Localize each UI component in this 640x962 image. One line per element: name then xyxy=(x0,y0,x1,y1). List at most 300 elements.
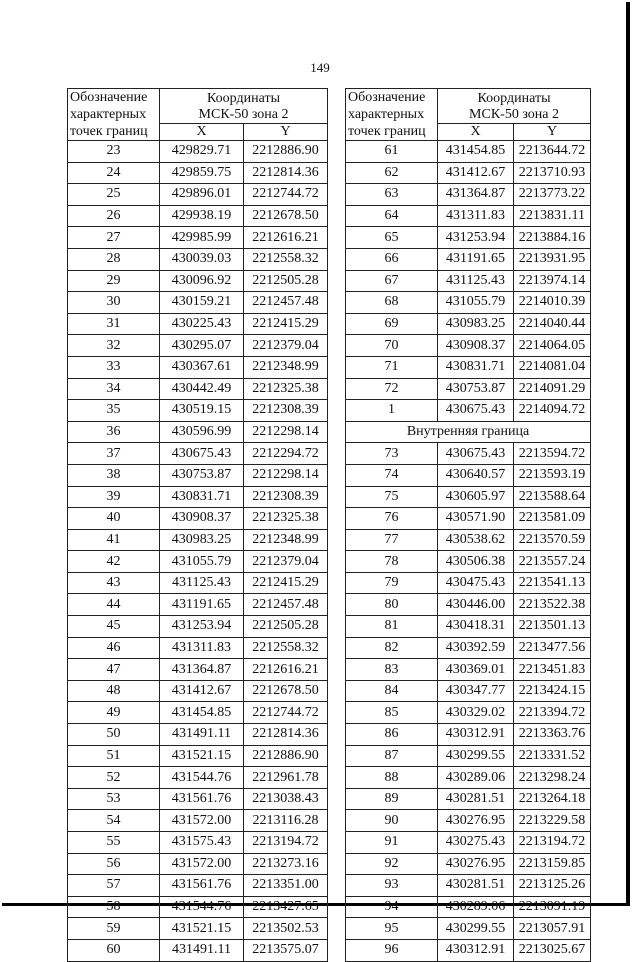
point-number: 69 xyxy=(346,313,438,335)
y-coordinate: 2213884.16 xyxy=(514,227,591,249)
x-coordinate: 430299.55 xyxy=(438,918,514,940)
y-coordinate: 2213298.24 xyxy=(514,767,591,789)
x-coordinate: 430281.51 xyxy=(438,788,514,810)
y-coordinate: 2212415.29 xyxy=(244,313,328,335)
x-coordinate: 430312.91 xyxy=(438,939,514,961)
point-number: 91 xyxy=(346,832,438,854)
x-coordinate: 431055.79 xyxy=(438,292,514,314)
point-number: 67 xyxy=(346,270,438,292)
y-coordinate: 2213502.53 xyxy=(244,918,328,940)
table-row xyxy=(346,378,591,400)
point-number: 53 xyxy=(68,788,160,810)
x-coordinate: 431491.11 xyxy=(160,724,244,746)
x-coordinate: 431521.15 xyxy=(160,745,244,767)
point-number: 52 xyxy=(68,767,160,789)
point-number: 68 xyxy=(346,292,438,314)
x-coordinate: 430276.95 xyxy=(438,810,514,832)
y-coordinate: 2214081.04 xyxy=(514,356,591,378)
x-coordinate: 430753.87 xyxy=(160,464,244,486)
x-coordinate: 430475.43 xyxy=(438,572,514,594)
table-row xyxy=(68,227,328,249)
point-number: 76 xyxy=(346,508,438,530)
y-coordinate: 2213501.13 xyxy=(514,616,591,638)
point-number: 86 xyxy=(346,724,438,746)
x-coordinate: 430753.87 xyxy=(438,378,514,400)
point-number: 90 xyxy=(346,810,438,832)
x-coordinate: 430096.92 xyxy=(160,270,244,292)
y-coordinate: 2213194.72 xyxy=(244,832,328,854)
y-coordinate: 2212961.78 xyxy=(244,767,328,789)
x-coordinate: 430329.02 xyxy=(438,702,514,724)
point-number: 89 xyxy=(346,788,438,810)
table-row xyxy=(346,313,591,335)
point-number: 42 xyxy=(68,551,160,573)
y-coordinate: 2212294.72 xyxy=(244,443,328,465)
table-row xyxy=(68,248,328,270)
x-coordinate: 431125.43 xyxy=(160,572,244,594)
x-coordinate: 431364.87 xyxy=(160,659,244,681)
x-coordinate: 429985.99 xyxy=(160,227,244,249)
y-coordinate: 2213974.14 xyxy=(514,270,591,292)
table-row xyxy=(346,248,591,270)
y-coordinate: 2214091.29 xyxy=(514,378,591,400)
table-row xyxy=(68,724,328,746)
designation-header: Обозначение характерных точек границ xyxy=(346,89,438,141)
x-coordinate: 430831.71 xyxy=(438,356,514,378)
x-coordinate: 431412.67 xyxy=(160,680,244,702)
point-number: 40 xyxy=(68,508,160,530)
y-coordinate: 2212298.14 xyxy=(244,421,328,443)
y-coordinate: 2213593.19 xyxy=(514,464,591,486)
y-coordinate: 2212616.21 xyxy=(244,659,328,681)
y-coordinate: 2213264.18 xyxy=(514,788,591,810)
table-row xyxy=(68,659,328,681)
y-coordinate: 2213057.91 xyxy=(514,918,591,940)
x-coordinate: 431253.94 xyxy=(160,616,244,638)
x-coordinate: 430418.31 xyxy=(438,616,514,638)
y-coordinate: 2213581.09 xyxy=(514,508,591,530)
x-coordinate: 431544.76 xyxy=(160,896,244,918)
table-row xyxy=(346,292,591,314)
y-coordinate: 2212325.38 xyxy=(244,378,328,400)
point-number: 64 xyxy=(346,205,438,227)
point-number: 75 xyxy=(346,486,438,508)
y-coordinate: 2213331.52 xyxy=(514,745,591,767)
point-number: 88 xyxy=(346,767,438,789)
x-coordinate: 430299.55 xyxy=(438,745,514,767)
table-row xyxy=(346,529,591,551)
coordinates-title-line2: МСК-50 зона 2 xyxy=(469,107,559,122)
table-row xyxy=(68,594,328,616)
table-row xyxy=(68,162,328,184)
y-coordinate: 2214064.05 xyxy=(514,335,591,357)
point-number: 48 xyxy=(68,680,160,702)
point-number: 66 xyxy=(346,248,438,270)
y-coordinate: 2212457.48 xyxy=(244,594,328,616)
table-row xyxy=(346,184,591,206)
y-coordinate: 2213363.76 xyxy=(514,724,591,746)
x-coordinate: 430596.99 xyxy=(160,421,244,443)
point-number: 39 xyxy=(68,486,160,508)
x-coordinate: 429896.01 xyxy=(160,184,244,206)
point-number: 56 xyxy=(68,853,160,875)
x-coordinate: 430605.97 xyxy=(438,486,514,508)
table-row xyxy=(346,896,591,918)
x-coordinate: 430675.43 xyxy=(160,443,244,465)
x-coordinate: 431311.83 xyxy=(438,205,514,227)
x-coordinate: 430276.95 xyxy=(438,853,514,875)
table-row xyxy=(68,745,328,767)
y-coordinate: 2212379.04 xyxy=(244,551,328,573)
y-coordinate: 2213477.56 xyxy=(514,637,591,659)
y-coordinate: 2212505.28 xyxy=(244,616,328,638)
table-row xyxy=(68,767,328,789)
point-number: 72 xyxy=(346,378,438,400)
y-coordinate: 2214040.44 xyxy=(514,313,591,335)
designation-header: Обозначение характерных точек границ xyxy=(68,89,160,141)
x-coordinate: 431572.00 xyxy=(160,810,244,832)
y-coordinate: 2212678.50 xyxy=(244,205,328,227)
y-coordinate: 2212298.14 xyxy=(244,464,328,486)
x-coordinate: 431311.83 xyxy=(160,637,244,659)
y-coordinate: 2213831.11 xyxy=(514,205,591,227)
y-coordinate: 2212415.29 xyxy=(244,572,328,594)
y-coordinate: 2212886.90 xyxy=(244,141,328,163)
point-number: 30 xyxy=(68,292,160,314)
table-row xyxy=(68,832,328,854)
point-number: 23 xyxy=(68,141,160,163)
table-row xyxy=(346,400,591,422)
table-row xyxy=(68,313,328,335)
table-row xyxy=(346,767,591,789)
y-coordinate: 2213570.59 xyxy=(514,529,591,551)
coordinates-table-right xyxy=(345,88,591,962)
point-number: 77 xyxy=(346,529,438,551)
y-coordinate: 2213273.16 xyxy=(244,853,328,875)
right-table-body xyxy=(346,141,591,962)
table-row xyxy=(346,270,591,292)
y-coordinate: 2212505.28 xyxy=(244,270,328,292)
y-column-header: Y xyxy=(514,124,591,141)
x-coordinate: 431454.85 xyxy=(160,702,244,724)
left-table-body xyxy=(68,141,328,962)
table-row xyxy=(68,486,328,508)
x-coordinate: 430831.71 xyxy=(160,486,244,508)
table-row xyxy=(346,939,591,961)
table-row xyxy=(346,486,591,508)
x-coordinate: 431454.85 xyxy=(438,141,514,163)
point-number: 63 xyxy=(346,184,438,206)
y-coordinate: 2212814.36 xyxy=(244,162,328,184)
x-coordinate: 431412.67 xyxy=(438,162,514,184)
table-row xyxy=(346,853,591,875)
point-number: 54 xyxy=(68,810,160,832)
x-coordinate: 430519.15 xyxy=(160,400,244,422)
table-row xyxy=(346,637,591,659)
x-column-header: X xyxy=(438,124,514,141)
x-coordinate: 431572.00 xyxy=(160,853,244,875)
point-number: 95 xyxy=(346,918,438,940)
table-row xyxy=(346,162,591,184)
table-row xyxy=(346,443,591,465)
x-coordinate: 429938.19 xyxy=(160,205,244,227)
point-number: 28 xyxy=(68,248,160,270)
point-number: 60 xyxy=(68,939,160,961)
x-coordinate: 430640.57 xyxy=(438,464,514,486)
x-coordinate: 431125.43 xyxy=(438,270,514,292)
table-row xyxy=(68,184,328,206)
table-row xyxy=(346,508,591,530)
x-coordinate: 430446.00 xyxy=(438,594,514,616)
coordinates-table-left xyxy=(67,88,328,962)
y-coordinate: 2214094.72 xyxy=(514,400,591,422)
table-row xyxy=(346,745,591,767)
y-coordinate: 2213931.95 xyxy=(514,248,591,270)
table-row xyxy=(346,832,591,854)
y-coordinate: 2213424.15 xyxy=(514,680,591,702)
table-row xyxy=(68,378,328,400)
table-row xyxy=(68,896,328,918)
y-coordinate: 2212678.50 xyxy=(244,680,328,702)
x-coordinate: 431364.87 xyxy=(438,184,514,206)
table-row xyxy=(68,292,328,314)
x-coordinate: 430289.06 xyxy=(438,896,514,918)
table-row xyxy=(346,335,591,357)
table-row xyxy=(68,270,328,292)
y-coordinate: 2214010.39 xyxy=(514,292,591,314)
x-coordinate: 430571.90 xyxy=(438,508,514,530)
y-coordinate: 2213159.85 xyxy=(514,853,591,875)
table-row xyxy=(68,400,328,422)
x-coordinate: 431491.11 xyxy=(160,939,244,961)
point-number: 26 xyxy=(68,205,160,227)
y-coordinate: 2213194.72 xyxy=(514,832,591,854)
y-coordinate: 2212558.32 xyxy=(244,248,328,270)
coordinates-title-line2: МСК-50 зона 2 xyxy=(198,107,289,122)
y-coordinate: 2213038.43 xyxy=(244,788,328,810)
point-number: 87 xyxy=(346,745,438,767)
x-column-header: X xyxy=(160,124,244,141)
y-coordinate: 2213541.13 xyxy=(514,572,591,594)
x-coordinate: 431561.76 xyxy=(160,788,244,810)
table-row xyxy=(68,464,328,486)
x-coordinate: 430983.25 xyxy=(160,529,244,551)
coordinates-title-line1: Координаты xyxy=(477,91,551,106)
x-coordinate: 430369.01 xyxy=(438,659,514,681)
x-coordinate: 430039.03 xyxy=(160,248,244,270)
point-number: 24 xyxy=(68,162,160,184)
point-number: 37 xyxy=(68,443,160,465)
point-number: 32 xyxy=(68,335,160,357)
table-row xyxy=(346,205,591,227)
table-row xyxy=(68,875,328,897)
x-coordinate: 431575.43 xyxy=(160,832,244,854)
x-coordinate: 430225.43 xyxy=(160,313,244,335)
point-number: 57 xyxy=(68,875,160,897)
table-row xyxy=(68,680,328,702)
y-coordinate: 2213116.28 xyxy=(244,810,328,832)
point-number: 35 xyxy=(68,400,160,422)
table-row xyxy=(68,853,328,875)
page-number: 149 xyxy=(310,60,330,75)
y-coordinate: 2213644.72 xyxy=(514,141,591,163)
y-coordinate: 2213091.19 xyxy=(514,896,591,918)
y-coordinate: 2213229.58 xyxy=(514,810,591,832)
point-number: 59 xyxy=(68,918,160,940)
table-row xyxy=(68,529,328,551)
y-coordinate: 2212558.32 xyxy=(244,637,328,659)
point-number: 85 xyxy=(346,702,438,724)
table-row xyxy=(346,464,591,486)
point-number: 50 xyxy=(68,724,160,746)
table-row xyxy=(68,939,328,961)
y-coordinate: 2212308.39 xyxy=(244,486,328,508)
table-row xyxy=(68,616,328,638)
x-coordinate: 431521.15 xyxy=(160,918,244,940)
point-number: 31 xyxy=(68,313,160,335)
x-coordinate: 429859.75 xyxy=(160,162,244,184)
section-row xyxy=(346,421,591,443)
table-row xyxy=(346,356,591,378)
y-coordinate: 2212325.38 xyxy=(244,508,328,530)
coordinates-title-line1: Координаты xyxy=(207,91,280,106)
point-number: 47 xyxy=(68,659,160,681)
y-coordinate: 2212348.99 xyxy=(244,529,328,551)
x-coordinate: 431561.76 xyxy=(160,875,244,897)
x-coordinate: 431055.79 xyxy=(160,551,244,573)
table-row xyxy=(68,702,328,724)
point-number: 71 xyxy=(346,356,438,378)
table-row xyxy=(68,421,328,443)
point-number: 79 xyxy=(346,572,438,594)
y-coordinate: 2212457.48 xyxy=(244,292,328,314)
table-row xyxy=(68,788,328,810)
table-row xyxy=(68,443,328,465)
table-row xyxy=(346,227,591,249)
inner-boundary-label: Внутренняя граница xyxy=(346,421,591,443)
table-row xyxy=(68,356,328,378)
point-number: 44 xyxy=(68,594,160,616)
point-number: 78 xyxy=(346,551,438,573)
point-number: 65 xyxy=(346,227,438,249)
table-row xyxy=(346,680,591,702)
point-number: 80 xyxy=(346,594,438,616)
point-number: 36 xyxy=(68,421,160,443)
point-number: 73 xyxy=(346,443,438,465)
x-coordinate: 430983.25 xyxy=(438,313,514,335)
x-coordinate: 431191.65 xyxy=(438,248,514,270)
table-row xyxy=(68,637,328,659)
coordinates-header xyxy=(160,89,328,124)
y-coordinate: 2212379.04 xyxy=(244,335,328,357)
table-row xyxy=(68,335,328,357)
table-row xyxy=(346,810,591,832)
y-coordinate: 2213025.67 xyxy=(514,939,591,961)
point-number: 41 xyxy=(68,529,160,551)
y-coordinate: 2213710.93 xyxy=(514,162,591,184)
x-coordinate: 430347.77 xyxy=(438,680,514,702)
point-number: 51 xyxy=(68,745,160,767)
table-row xyxy=(346,875,591,897)
point-number: 93 xyxy=(346,875,438,897)
point-number: 33 xyxy=(68,356,160,378)
point-number: 34 xyxy=(68,378,160,400)
y-coordinate: 2212814.36 xyxy=(244,724,328,746)
x-coordinate: 430159.21 xyxy=(160,292,244,314)
y-coordinate: 2213575.07 xyxy=(244,939,328,961)
x-coordinate: 431253.94 xyxy=(438,227,514,249)
point-number: 45 xyxy=(68,616,160,638)
y-coordinate: 2212308.39 xyxy=(244,400,328,422)
point-number: 62 xyxy=(346,162,438,184)
x-coordinate: 429829.71 xyxy=(160,141,244,163)
point-number: 29 xyxy=(68,270,160,292)
table-row xyxy=(68,141,328,163)
y-coordinate: 2213427.65 xyxy=(244,896,328,918)
x-coordinate: 431544.76 xyxy=(160,767,244,789)
point-number: 25 xyxy=(68,184,160,206)
table-row xyxy=(346,616,591,638)
x-coordinate: 430506.38 xyxy=(438,551,514,573)
y-coordinate: 2213394.72 xyxy=(514,702,591,724)
x-coordinate: 430367.61 xyxy=(160,356,244,378)
y-coordinate: 2213557.24 xyxy=(514,551,591,573)
table-row xyxy=(346,918,591,940)
y-coordinate: 2213588.64 xyxy=(514,486,591,508)
x-coordinate: 430312.91 xyxy=(438,724,514,746)
y-coordinate: 2212886.90 xyxy=(244,745,328,767)
x-coordinate: 430442.49 xyxy=(160,378,244,400)
x-coordinate: 431191.65 xyxy=(160,594,244,616)
x-coordinate: 430295.07 xyxy=(160,335,244,357)
y-coordinate: 2213594.72 xyxy=(514,443,591,465)
table-row xyxy=(346,141,591,163)
table-row xyxy=(68,508,328,530)
table-row xyxy=(346,702,591,724)
point-number: 70 xyxy=(346,335,438,357)
x-coordinate: 430538.62 xyxy=(438,529,514,551)
point-number: 82 xyxy=(346,637,438,659)
point-number: 1 xyxy=(346,400,438,422)
table-row xyxy=(68,205,328,227)
x-coordinate: 430675.43 xyxy=(438,400,514,422)
point-number: 49 xyxy=(68,702,160,724)
y-coordinate: 2213773.22 xyxy=(514,184,591,206)
x-coordinate: 430289.06 xyxy=(438,767,514,789)
x-coordinate: 430281.51 xyxy=(438,875,514,897)
y-coordinate: 2212348.99 xyxy=(244,356,328,378)
table-row xyxy=(346,572,591,594)
point-number: 96 xyxy=(346,939,438,961)
point-number: 27 xyxy=(68,227,160,249)
table-row xyxy=(68,810,328,832)
point-number: 38 xyxy=(68,464,160,486)
point-number: 81 xyxy=(346,616,438,638)
x-coordinate: 430908.37 xyxy=(438,335,514,357)
x-coordinate: 430908.37 xyxy=(160,508,244,530)
table-row xyxy=(68,572,328,594)
point-number: 61 xyxy=(346,141,438,163)
point-number: 55 xyxy=(68,832,160,854)
y-coordinate: 2212744.72 xyxy=(244,702,328,724)
x-coordinate: 430675.43 xyxy=(438,443,514,465)
y-coordinate: 2213125.26 xyxy=(514,875,591,897)
point-number: 74 xyxy=(346,464,438,486)
point-number: 84 xyxy=(346,680,438,702)
table-row xyxy=(346,788,591,810)
table-row xyxy=(346,551,591,573)
x-coordinate: 430275.43 xyxy=(438,832,514,854)
